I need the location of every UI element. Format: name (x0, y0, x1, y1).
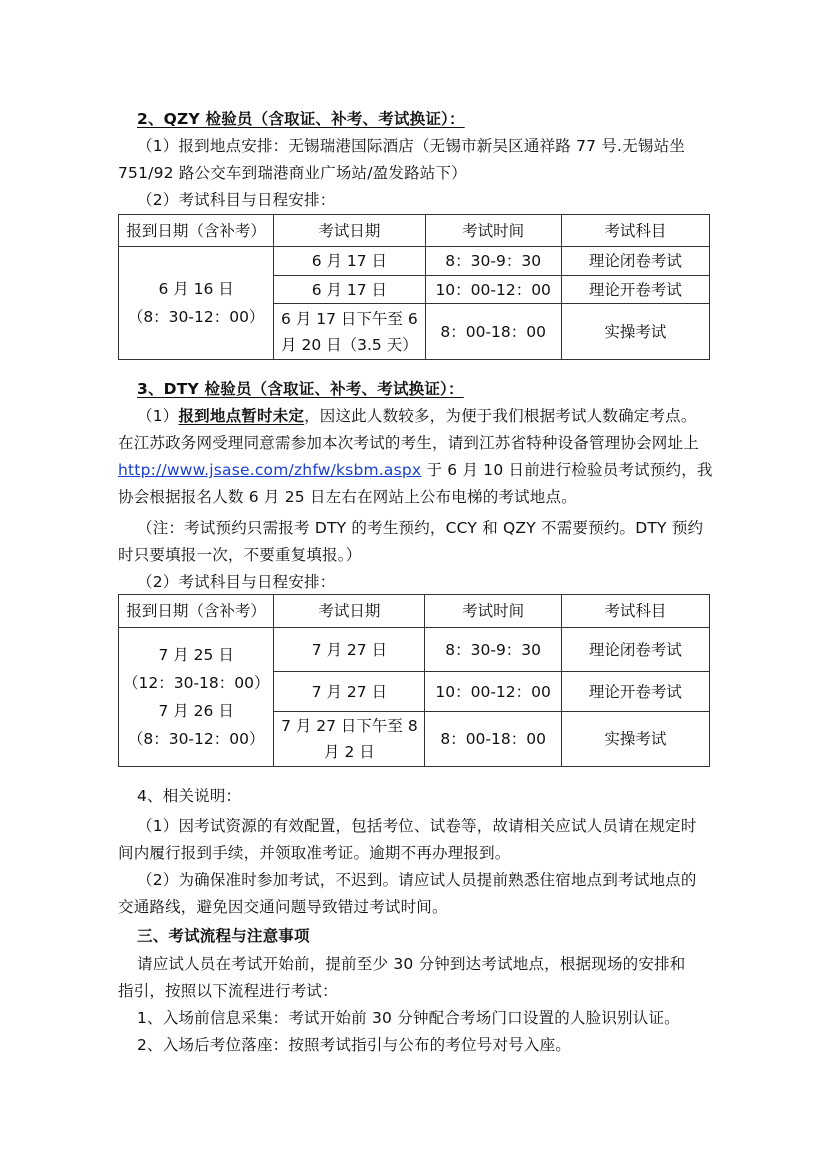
section-4-p1-line2: 间内履行报到手续，并领取准考证。逾期不再办理报到。 (118, 844, 511, 862)
section-3-item1 (137, 405, 697, 427)
section-2-heading: 2、QZY 检验员（含取证、补考、考试换证）： (137, 110, 465, 128)
exam-time-cell: 8：30-9：30 (425, 628, 561, 672)
report-line: （12：30-18：00） (123, 674, 270, 692)
part-3-intro-line1: 请应试人员在考试开始前，提前至少 30 分钟到达考试地点，根据现场的安排和 (137, 955, 686, 973)
part-3-heading: 三、考试流程与注意事项 (137, 927, 310, 945)
header-cell: 考试日期 (274, 595, 425, 628)
report-date-cell (119, 628, 274, 767)
exam-time-cell: 10：00-12：00 (425, 276, 561, 304)
registration-link[interactable]: http://www.jsase.com/zhfw/ksbm.aspx (118, 461, 422, 479)
header-cell: 考试科目 (561, 595, 709, 628)
section-2-item1-line2: 751/92 路公交车到瑞港商业广场站/盈发路站下） (118, 164, 467, 182)
section-4-p2-line1: （2）为确保准时参加考试，不迟到。请应试人员提前熟悉住宿地点到考试地点的 (137, 871, 697, 889)
item1-prefix: （1） (137, 407, 179, 425)
header-cell: 报到日期（含补考） (119, 595, 274, 628)
exam-subject-cell: 理论开卷考试 (561, 672, 709, 712)
report-line: （8：30-12：00） (127, 730, 265, 748)
section-2-item1-line1: （1）报到地点安排：无锡瑞港国际酒店（无锡市新吴区通祥路 77 号.无锡站坐 (137, 137, 685, 155)
exam-date-cell: 7 月 27 日 (274, 672, 425, 712)
exam-time-cell: 8：00-18：00 (425, 712, 561, 767)
header-cell: 考试时间 (425, 595, 561, 628)
header-cell: 考试日期 (274, 215, 425, 247)
table-header-row (119, 215, 710, 247)
exam-date-line2: 月 2 日 (324, 743, 375, 761)
section-3-note-line1: （注：考试预约只需报考 DTY 的考生预约，CCY 和 QZY 不需要预约。DTY 预约 (137, 519, 704, 537)
qzy-schedule-table (118, 214, 710, 360)
table-row (119, 628, 710, 672)
location-undetermined-emphasis: 报到地点暂时未定 (178, 407, 305, 425)
report-line: 7 月 26 日 (158, 702, 234, 720)
section-4-p1-line1: （1）因考试资源的有效配置，包括考位、试卷等，故请相关应试人员请在规定时 (137, 817, 697, 835)
exam-time-cell: 8：30-9：30 (425, 247, 561, 276)
section-3-line4: 协会根据报名人数 6 月 25 日左右在网站上公布电梯的考试地点。 (118, 488, 577, 506)
part-3-step2: 2、入场后考位落座：按照考试指引与公布的考位号对号入座。 (137, 1036, 571, 1054)
line3-rest: 于 6 月 10 日前进行检验员考试预约，我 (421, 461, 713, 479)
exam-subject-cell: 理论闭卷考试 (561, 628, 709, 672)
exam-subject-cell: 理论闭卷考试 (561, 247, 709, 276)
exam-date-cell: 6 月 17 日 (274, 247, 425, 276)
dty-schedule-table (118, 594, 710, 767)
report-date: 6 月 16 日 (158, 280, 234, 298)
exam-date-line1: 6 月 17 日下午至 6 (281, 309, 418, 328)
exam-subject-cell: 实操考试 (561, 712, 709, 767)
report-time: （8：30-12：00） (127, 308, 265, 326)
header-cell: 考试科目 (561, 215, 709, 247)
exam-date-cell (274, 712, 425, 767)
exam-subject-cell: 理论开卷考试 (561, 276, 709, 304)
header-cell: 考试时间 (425, 215, 561, 247)
item1-rest: ，因这此人数较多，为便于我们根据考试人数确定考点。 (304, 407, 697, 425)
table-header-row (119, 595, 710, 628)
exam-date-cell (274, 304, 425, 360)
part-3-intro-line2: 指引，按照以下流程进行考试： (118, 982, 338, 1000)
exam-time-cell: 10：00-12：00 (425, 672, 561, 712)
section-3-line2: 在江苏政务网受理同意需参加本次考试的考生，请到江苏省特种设备管理协会网址上 (118, 434, 699, 452)
table-row (119, 247, 710, 276)
section-3-note-line2: 时只要填报一次，不要重复填报。） (118, 546, 362, 564)
exam-date-cell: 6 月 17 日 (274, 276, 425, 304)
exam-subject-cell: 实操考试 (561, 304, 709, 360)
exam-date-line1: 7 月 27 日下午至 8 (281, 717, 418, 735)
section-3-item2: （2）考试科目与日程安排： (137, 573, 336, 591)
exam-date-cell: 7 月 27 日 (274, 628, 425, 672)
section-2-item2: （2）考试科目与日程安排： (137, 191, 336, 209)
section-3-heading: 3、DTY 检验员（含取证、补考、考试换证）： (137, 380, 464, 398)
section-4-heading: 4、相关说明： (137, 787, 242, 805)
part-3-step1: 1、入场前信息采集：考试开始前 30 分钟配合考场门口设置的人脸识别认证。 (137, 1009, 680, 1027)
section-3-line3 (118, 459, 713, 481)
exam-date-line2: 月 20 日（3.5 天） (281, 335, 418, 354)
report-date-cell (119, 247, 274, 360)
section-4-p2-line2: 交通路线，避免因交通问题导致错过考试时间。 (118, 898, 448, 916)
report-line: 7 月 25 日 (158, 646, 234, 664)
exam-time-cell: 8：00-18：00 (425, 304, 561, 360)
header-cell: 报到日期（含补考） (119, 215, 274, 247)
